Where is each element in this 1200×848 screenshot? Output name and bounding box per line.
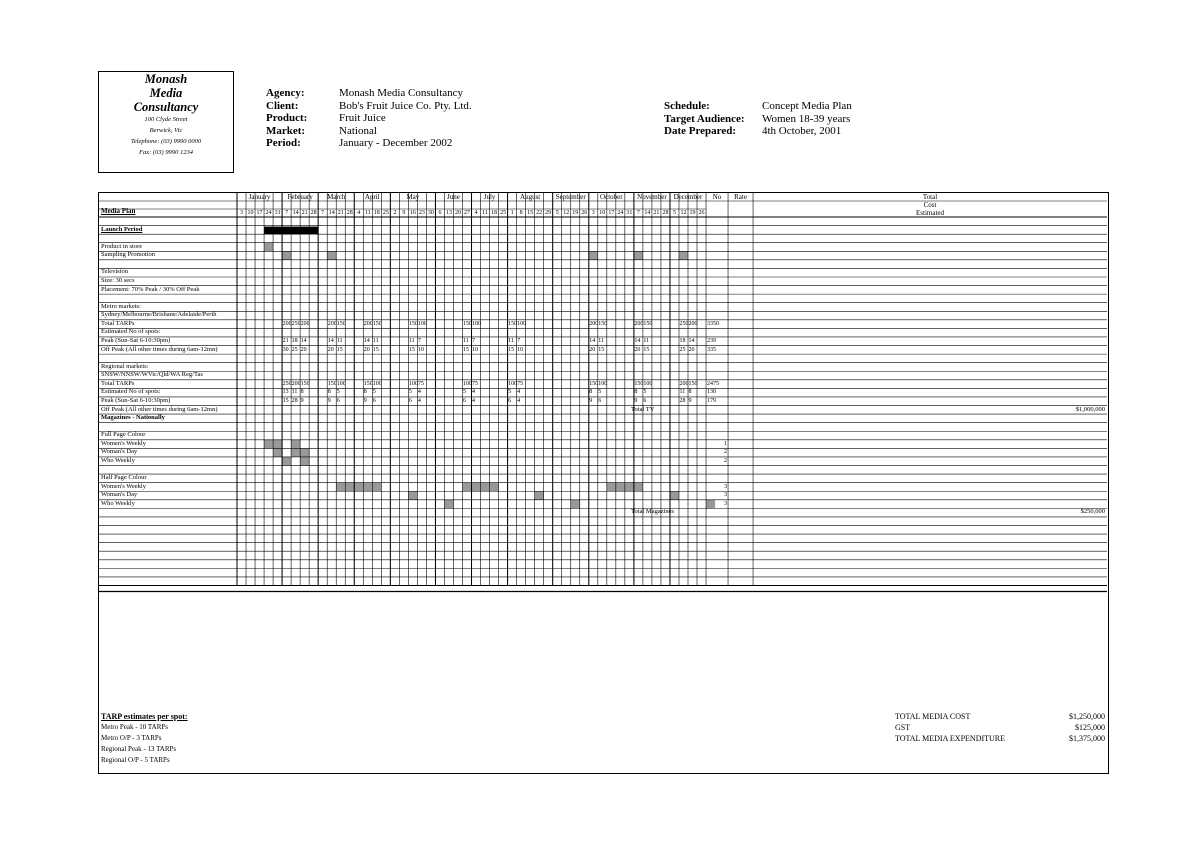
row-label: Total TARPs xyxy=(101,319,135,327)
schedule-value: 8 xyxy=(300,389,304,396)
schedule-value: 11 xyxy=(291,389,298,396)
client-label: Client: xyxy=(266,99,299,112)
schedule-value: 18 xyxy=(291,337,298,344)
schedule-value: 75 xyxy=(417,380,424,387)
schedule-value: 4 xyxy=(472,397,476,404)
period-label: Period: xyxy=(266,137,301,150)
scheduled-cell xyxy=(264,243,273,252)
total-col-header: Total xyxy=(922,193,938,201)
schedule-value: 25 xyxy=(291,346,298,353)
schedule-value: 4 xyxy=(517,389,521,396)
row-label: Off Peak (All other times during 6am-12mn) xyxy=(101,345,218,353)
schedule-value: 8 xyxy=(688,389,692,396)
schedule-value: 6 xyxy=(508,397,512,404)
schedule-value: 20 xyxy=(300,346,307,353)
row-label: Peak (Sun-Sat 6-10:30pm) xyxy=(101,396,171,404)
row-label: Who Weekly xyxy=(101,456,135,464)
week-start-label: 25 xyxy=(500,210,507,216)
schedule-value: 250 xyxy=(291,320,301,327)
schedule-value: 13 xyxy=(282,389,289,396)
schedule-value: 150 xyxy=(598,320,608,327)
scheduled-cell xyxy=(679,251,688,260)
week-start-label: 28 xyxy=(346,210,353,216)
schedule-value: 100 xyxy=(372,380,382,387)
week-start-label: 7 xyxy=(321,210,325,216)
scheduled-cell xyxy=(291,440,300,449)
schedule-value: 10 xyxy=(417,346,424,353)
schedule-value: 5 xyxy=(598,389,602,396)
no-value: 335 xyxy=(707,346,717,353)
week-start-label: 10 xyxy=(599,210,606,216)
row-label: Woman's Day xyxy=(101,448,138,456)
market-label: Market: xyxy=(266,124,306,137)
week-start-label: 28 xyxy=(662,210,669,216)
schedule-value: 25 xyxy=(679,346,686,353)
week-start-label: 12 xyxy=(680,210,687,216)
media-plan-title: Media Plan xyxy=(101,207,136,215)
schedule-value: 5 xyxy=(372,389,376,396)
schedule-value: 6 xyxy=(408,397,412,404)
scheduled-cell xyxy=(670,491,679,500)
week-start-label: 7 xyxy=(285,210,289,216)
week-start-label: 7 xyxy=(636,210,640,216)
cost-summary-labels xyxy=(895,711,1005,744)
week-start-label: 21 xyxy=(301,210,308,216)
row-label: Television xyxy=(101,268,128,276)
gst-label: GST xyxy=(895,723,911,732)
schedule-value: 20 xyxy=(327,346,334,353)
schedule-value: 4 xyxy=(417,397,421,404)
schedule-value: 5 xyxy=(408,389,412,396)
schedule-value: 8 xyxy=(327,389,331,396)
schedule-value: 11 xyxy=(408,337,415,344)
row-label: Women's Weekly xyxy=(101,439,146,447)
scheduled-cell xyxy=(535,491,544,500)
schedule-value: 11 xyxy=(643,337,650,344)
week-start-label: 14 xyxy=(292,210,299,216)
schedule-value: 18 xyxy=(679,337,686,344)
no-col-header: No xyxy=(712,193,722,201)
row-label: Sydney/Melbourne/Brisbane/Adelaide/Perth xyxy=(101,311,217,319)
schedule-value: 9 xyxy=(688,397,692,404)
week-start-label: 27 xyxy=(464,210,470,216)
schedule-value: 9 xyxy=(363,397,367,404)
schedule-value: 150 xyxy=(688,380,698,387)
week-start-label: 26 xyxy=(698,210,705,216)
week-start-label: 14 xyxy=(328,210,335,216)
row-label: Size: 30 secs xyxy=(101,276,135,284)
agency-value: Monash Media Consultancy xyxy=(339,87,464,99)
month-header-september: September xyxy=(555,193,586,201)
schedule-value: 11 xyxy=(463,337,469,344)
no-value: 2 xyxy=(724,449,728,456)
schedule-value: 9 xyxy=(589,397,593,404)
month-header-february: February xyxy=(287,193,313,201)
row-label: Off Peak (All other times during 6am-12mn) xyxy=(101,405,218,413)
row-label: Metro markets: xyxy=(101,302,141,310)
schedule-value: 150 xyxy=(336,320,346,327)
row-label: Launch Period xyxy=(101,225,143,233)
schedule-value: 75 xyxy=(472,380,479,387)
schedule-value: 4 xyxy=(472,389,476,396)
week-start-label: 19 xyxy=(689,210,696,216)
schedule-value: 9 xyxy=(634,397,638,404)
schedule-value: 20 xyxy=(634,346,641,353)
tarp-estimates-title: TARP estimates per spot: xyxy=(101,712,188,721)
schedule-value: 8 xyxy=(634,389,638,396)
schedule-value: 150 xyxy=(372,320,382,327)
no-value: 3 xyxy=(724,492,728,499)
no-value: 239 xyxy=(707,337,717,344)
cost-summary-values xyxy=(1069,711,1105,744)
schedule-value: 4 xyxy=(517,397,521,404)
scheduled-cell xyxy=(300,457,309,466)
week-start-label: 3 xyxy=(591,210,595,216)
week-start-label: 1 xyxy=(510,210,514,216)
schedule-value: 200 xyxy=(282,320,292,327)
scheduled-cell xyxy=(408,491,417,500)
week-start-label: 18 xyxy=(491,210,498,216)
media-plan-grid xyxy=(99,193,1107,772)
logo-telephone: Telephone: (03) 9990 0000 xyxy=(130,138,202,145)
month-header-january: January xyxy=(248,193,271,201)
schedule-value: 7 xyxy=(472,337,476,344)
row-label: Placement: 70% Peak / 30% Off Peak xyxy=(101,285,200,293)
media-plan-frame xyxy=(98,192,1109,774)
schedule-label: Schedule: xyxy=(664,100,710,112)
week-start-label: 26 xyxy=(581,210,588,216)
row-label: Regional markets: xyxy=(101,362,149,370)
schedule-value: 15 xyxy=(463,346,469,353)
week-start-label: 17 xyxy=(608,210,615,216)
scheduled-cell xyxy=(273,448,282,457)
schedule-value: 9 xyxy=(300,397,304,404)
scheduled-cell xyxy=(282,251,291,260)
logo-line-2: Media xyxy=(149,86,183,100)
schedule-value: 7 xyxy=(417,337,421,344)
total-tv-value: $1,000,000 xyxy=(1075,405,1105,413)
header-left-labels xyxy=(266,87,307,150)
schedule-value: 11 xyxy=(372,337,379,344)
total-magazines-value: $250,000 xyxy=(1080,508,1105,516)
schedule-value: 75 xyxy=(517,380,524,387)
week-start-label: 11 xyxy=(364,210,371,216)
schedule-value: 11 xyxy=(679,389,686,396)
product-value: Fruit Juice xyxy=(339,112,386,125)
schedule-value: 28 xyxy=(679,397,686,404)
week-start-label: 9 xyxy=(402,210,406,216)
schedule-value: 30 xyxy=(282,346,289,353)
schedule-value: 8 xyxy=(589,389,593,396)
schedule-value: 20 xyxy=(589,346,596,353)
schedule-value: 200 xyxy=(688,320,698,327)
month-header-april: April xyxy=(364,193,380,201)
row-label: Total TARPs xyxy=(101,379,135,387)
no-value: 3350 xyxy=(707,320,720,327)
header-left-values xyxy=(339,87,472,150)
scheduled-cell xyxy=(282,457,291,466)
logo-address-street: 100 Clyde Street xyxy=(144,116,188,123)
month-header-june: June xyxy=(447,193,460,201)
target-audience-label: Target Audience: xyxy=(664,112,745,125)
week-start-label: 14 xyxy=(644,210,651,216)
scheduled-cell xyxy=(589,251,598,260)
scheduled-cell xyxy=(327,251,336,260)
estimated-col-header: Estimated xyxy=(916,209,944,217)
schedule-value: 15 xyxy=(408,346,415,353)
no-value: 3 xyxy=(724,483,728,490)
schedule-value: 15 xyxy=(598,346,605,353)
week-start-label: 6 xyxy=(438,210,442,216)
schedule-value: 10 xyxy=(517,346,524,353)
schedule-value: 28 xyxy=(291,397,298,404)
tarp-regional-offpeak: Regional O/P - 5 TARPs xyxy=(101,756,170,764)
schedule-value: 100 xyxy=(643,380,653,387)
schedule-value: 6 xyxy=(598,397,602,404)
month-header-december: December xyxy=(673,193,703,201)
row-label: Full Page Colour xyxy=(101,431,146,439)
schedule-value: 150 xyxy=(463,320,472,327)
schedule-value: 150 xyxy=(643,320,653,327)
schedule-value: 14 xyxy=(688,337,695,344)
week-start-label: 4 xyxy=(357,210,361,216)
week-start-label: 11 xyxy=(482,210,488,216)
week-start-label: 16 xyxy=(409,210,416,216)
schedule-value: 10 xyxy=(472,346,479,353)
schedule-value: 11 xyxy=(598,337,605,344)
month-header-august: August xyxy=(520,193,541,201)
schedule-value: 250 xyxy=(679,320,689,327)
product-label: Product: xyxy=(266,112,308,125)
week-start-label: 10 xyxy=(247,210,254,216)
schedule-value: 15 xyxy=(282,397,289,404)
schedule-value: 200 xyxy=(679,380,689,387)
week-start-label: 5 xyxy=(555,210,559,216)
schedule-value: 150 xyxy=(327,380,337,387)
row-label: Estimated No of spots: xyxy=(101,388,161,396)
schedule-value: 14 xyxy=(300,337,307,344)
schedule-value: 14 xyxy=(327,337,334,344)
week-start-label: 3 xyxy=(240,210,243,216)
week-start-label: 19 xyxy=(572,210,579,216)
logo-line-3: Consultancy xyxy=(133,100,199,114)
tarp-estimates-note xyxy=(101,711,188,766)
schedule-value: 100 xyxy=(598,380,608,387)
agency-label: Agency: xyxy=(266,87,305,99)
schedule-value: 15 xyxy=(643,346,650,353)
schedule-value: 100 xyxy=(408,380,418,387)
schedule-value: 14 xyxy=(589,337,596,344)
week-start-label: 24 xyxy=(617,210,624,216)
schedule-value: 9 xyxy=(327,397,331,404)
week-start-label: 21 xyxy=(653,210,660,216)
logo-fax: Fax: (03) 9990 1234 xyxy=(139,149,193,156)
schedule-value: 200 xyxy=(363,320,373,327)
no-value: 3 xyxy=(724,500,728,507)
scheduled-cell xyxy=(571,500,580,509)
week-start-label: 4 xyxy=(474,210,478,216)
week-start-label: 17 xyxy=(256,210,263,216)
schedule-value: 15 xyxy=(508,346,515,353)
month-header-july: July xyxy=(483,193,496,201)
month-header-march: March xyxy=(327,193,346,201)
tarp-metro-peak: Metro Peak - 10 TARPs xyxy=(101,723,168,731)
week-start-label: 12 xyxy=(563,210,570,216)
schedule-value: 100 xyxy=(472,320,482,327)
client-value: Bob's Fruit Juice Co. Pty. Ltd. xyxy=(339,99,472,112)
total-media-expenditure-label: TOTAL MEDIA EXPENDITURE xyxy=(895,734,1006,743)
no-value: 2 xyxy=(724,457,728,464)
week-start-label: 2 xyxy=(393,210,397,216)
week-start-label: 20 xyxy=(454,210,461,216)
schedule-value: 100 xyxy=(336,380,346,387)
date-prepared-label: Date Prepared: xyxy=(664,125,736,138)
schedule-value: 5 xyxy=(643,389,647,396)
schedule-value: 5 xyxy=(336,389,340,396)
week-start-label: 29 xyxy=(545,210,552,216)
schedule-value: 5 xyxy=(508,389,512,396)
week-start-label: 25 xyxy=(382,210,389,216)
week-start-label: 15 xyxy=(527,210,534,216)
row-label: Magazines - Nationally xyxy=(101,414,165,422)
week-start-label: 5 xyxy=(672,210,676,216)
week-start-label: 28 xyxy=(310,210,317,216)
period-value: January - December 2002 xyxy=(339,137,453,150)
schedule-value: 20 xyxy=(688,346,695,353)
target-audience-value: Women 18-39 years xyxy=(762,112,851,125)
week-start-label: 18 xyxy=(373,210,380,216)
row-label: Estimated No of spots: xyxy=(101,328,161,336)
schedule-value: 200 xyxy=(589,320,599,327)
row-label: Woman's Day xyxy=(101,491,138,499)
schedule-value: 6 xyxy=(372,397,376,404)
no-value: 179 xyxy=(707,397,717,404)
row-label: Women's Weekly xyxy=(101,482,146,490)
schedule-value: 15 xyxy=(336,346,343,353)
schedule-value: 15 xyxy=(372,346,379,353)
week-start-label: 24 xyxy=(265,210,272,216)
week-start-label: 31 xyxy=(626,210,633,216)
market-value: National xyxy=(339,124,377,137)
tarp-regional-peak: Regional Peak - 13 TARPs xyxy=(101,745,177,753)
month-header-may: May xyxy=(406,193,420,201)
gst-value: $125,000 xyxy=(1075,723,1105,732)
total-media-cost-value: $1,250,000 xyxy=(1069,712,1105,721)
row-label: Product in store xyxy=(101,242,143,250)
week-start-label: 23 xyxy=(418,210,425,216)
schedule-value: 100 xyxy=(517,320,527,327)
no-value: 130 xyxy=(707,389,717,396)
total-magazines-label: Total Magazines xyxy=(631,508,675,516)
row-label: Sampling Promotion xyxy=(101,251,155,259)
schedule-value: 11 xyxy=(336,337,343,344)
schedule-value: 150 xyxy=(634,380,644,387)
schedule-value: 150 xyxy=(508,320,518,327)
schedule-value: 20 xyxy=(363,346,370,353)
month-header-october: October xyxy=(600,193,623,201)
schedule-value: 4 xyxy=(417,389,421,396)
schedule-value: 100 xyxy=(463,380,472,387)
schedule-value: 6 xyxy=(643,397,647,404)
week-start-label: 21 xyxy=(337,210,344,216)
week-start-label: 8 xyxy=(519,210,523,216)
row-label: Half Page Colour xyxy=(101,474,147,482)
schedule-value: 6 xyxy=(463,397,466,404)
tarp-metro-offpeak: Metro O/P - 3 TARPs xyxy=(101,734,162,742)
schedule-value: 200 xyxy=(300,320,310,327)
schedule-value: 150 xyxy=(589,380,599,387)
schedule-value: 14 xyxy=(634,337,641,344)
schedule-value: 150 xyxy=(363,380,373,387)
schedule-value: 250 xyxy=(282,380,292,387)
total-media-cost-label: TOTAL MEDIA COST xyxy=(895,712,971,721)
row-label: Who Weekly xyxy=(101,499,135,507)
schedule-value: 200 xyxy=(634,320,644,327)
schedule-value: 200 xyxy=(291,380,301,387)
schedule-value: 21 xyxy=(282,337,289,344)
week-start-label: 30 xyxy=(427,210,434,216)
row-label: Peak (Sun-Sat 6-10:30pm) xyxy=(101,336,171,344)
schedule-value: 100 xyxy=(417,320,427,327)
header-right-values xyxy=(762,100,852,138)
schedule-value: Concept Media Plan xyxy=(762,100,852,112)
schedule-value: 150 xyxy=(408,320,418,327)
logo-line-1: Monash xyxy=(144,72,188,86)
schedule-value: 7 xyxy=(517,337,521,344)
header-right-labels xyxy=(664,100,745,138)
schedule-value: 6 xyxy=(336,397,340,404)
month-header-november: November xyxy=(637,193,667,201)
logo-address-suburb: Berwick, Vic xyxy=(149,127,183,134)
week-start-label: 13 xyxy=(445,210,452,216)
schedule-value: 14 xyxy=(363,337,370,344)
week-start-label: 22 xyxy=(536,210,543,216)
week-start-label: 31 xyxy=(274,210,281,216)
schedule-value: 150 xyxy=(300,380,310,387)
company-logo-box xyxy=(98,71,234,173)
total-tv-label: Total TV xyxy=(631,405,655,413)
cost-col-header: Cost xyxy=(923,201,937,209)
date-prepared-value: 4th October, 2001 xyxy=(762,125,842,138)
no-value: 1 xyxy=(724,440,728,447)
schedule-value: 200 xyxy=(327,320,337,327)
schedule-value: 8 xyxy=(363,389,367,396)
schedule-value: 100 xyxy=(508,380,518,387)
no-value: 2475 xyxy=(707,380,720,387)
row-label: SNSW/NNSW/WVic/Qld/WA Reg/Tas xyxy=(101,371,203,379)
rate-col-header: Rate xyxy=(734,193,747,201)
schedule-value: 11 xyxy=(508,337,514,344)
total-media-expenditure-value: $1,375,000 xyxy=(1069,734,1105,743)
scheduled-cell xyxy=(336,483,381,492)
scheduled-cell xyxy=(634,251,643,260)
schedule-value: 5 xyxy=(463,389,466,396)
scheduled-cell xyxy=(444,500,453,509)
